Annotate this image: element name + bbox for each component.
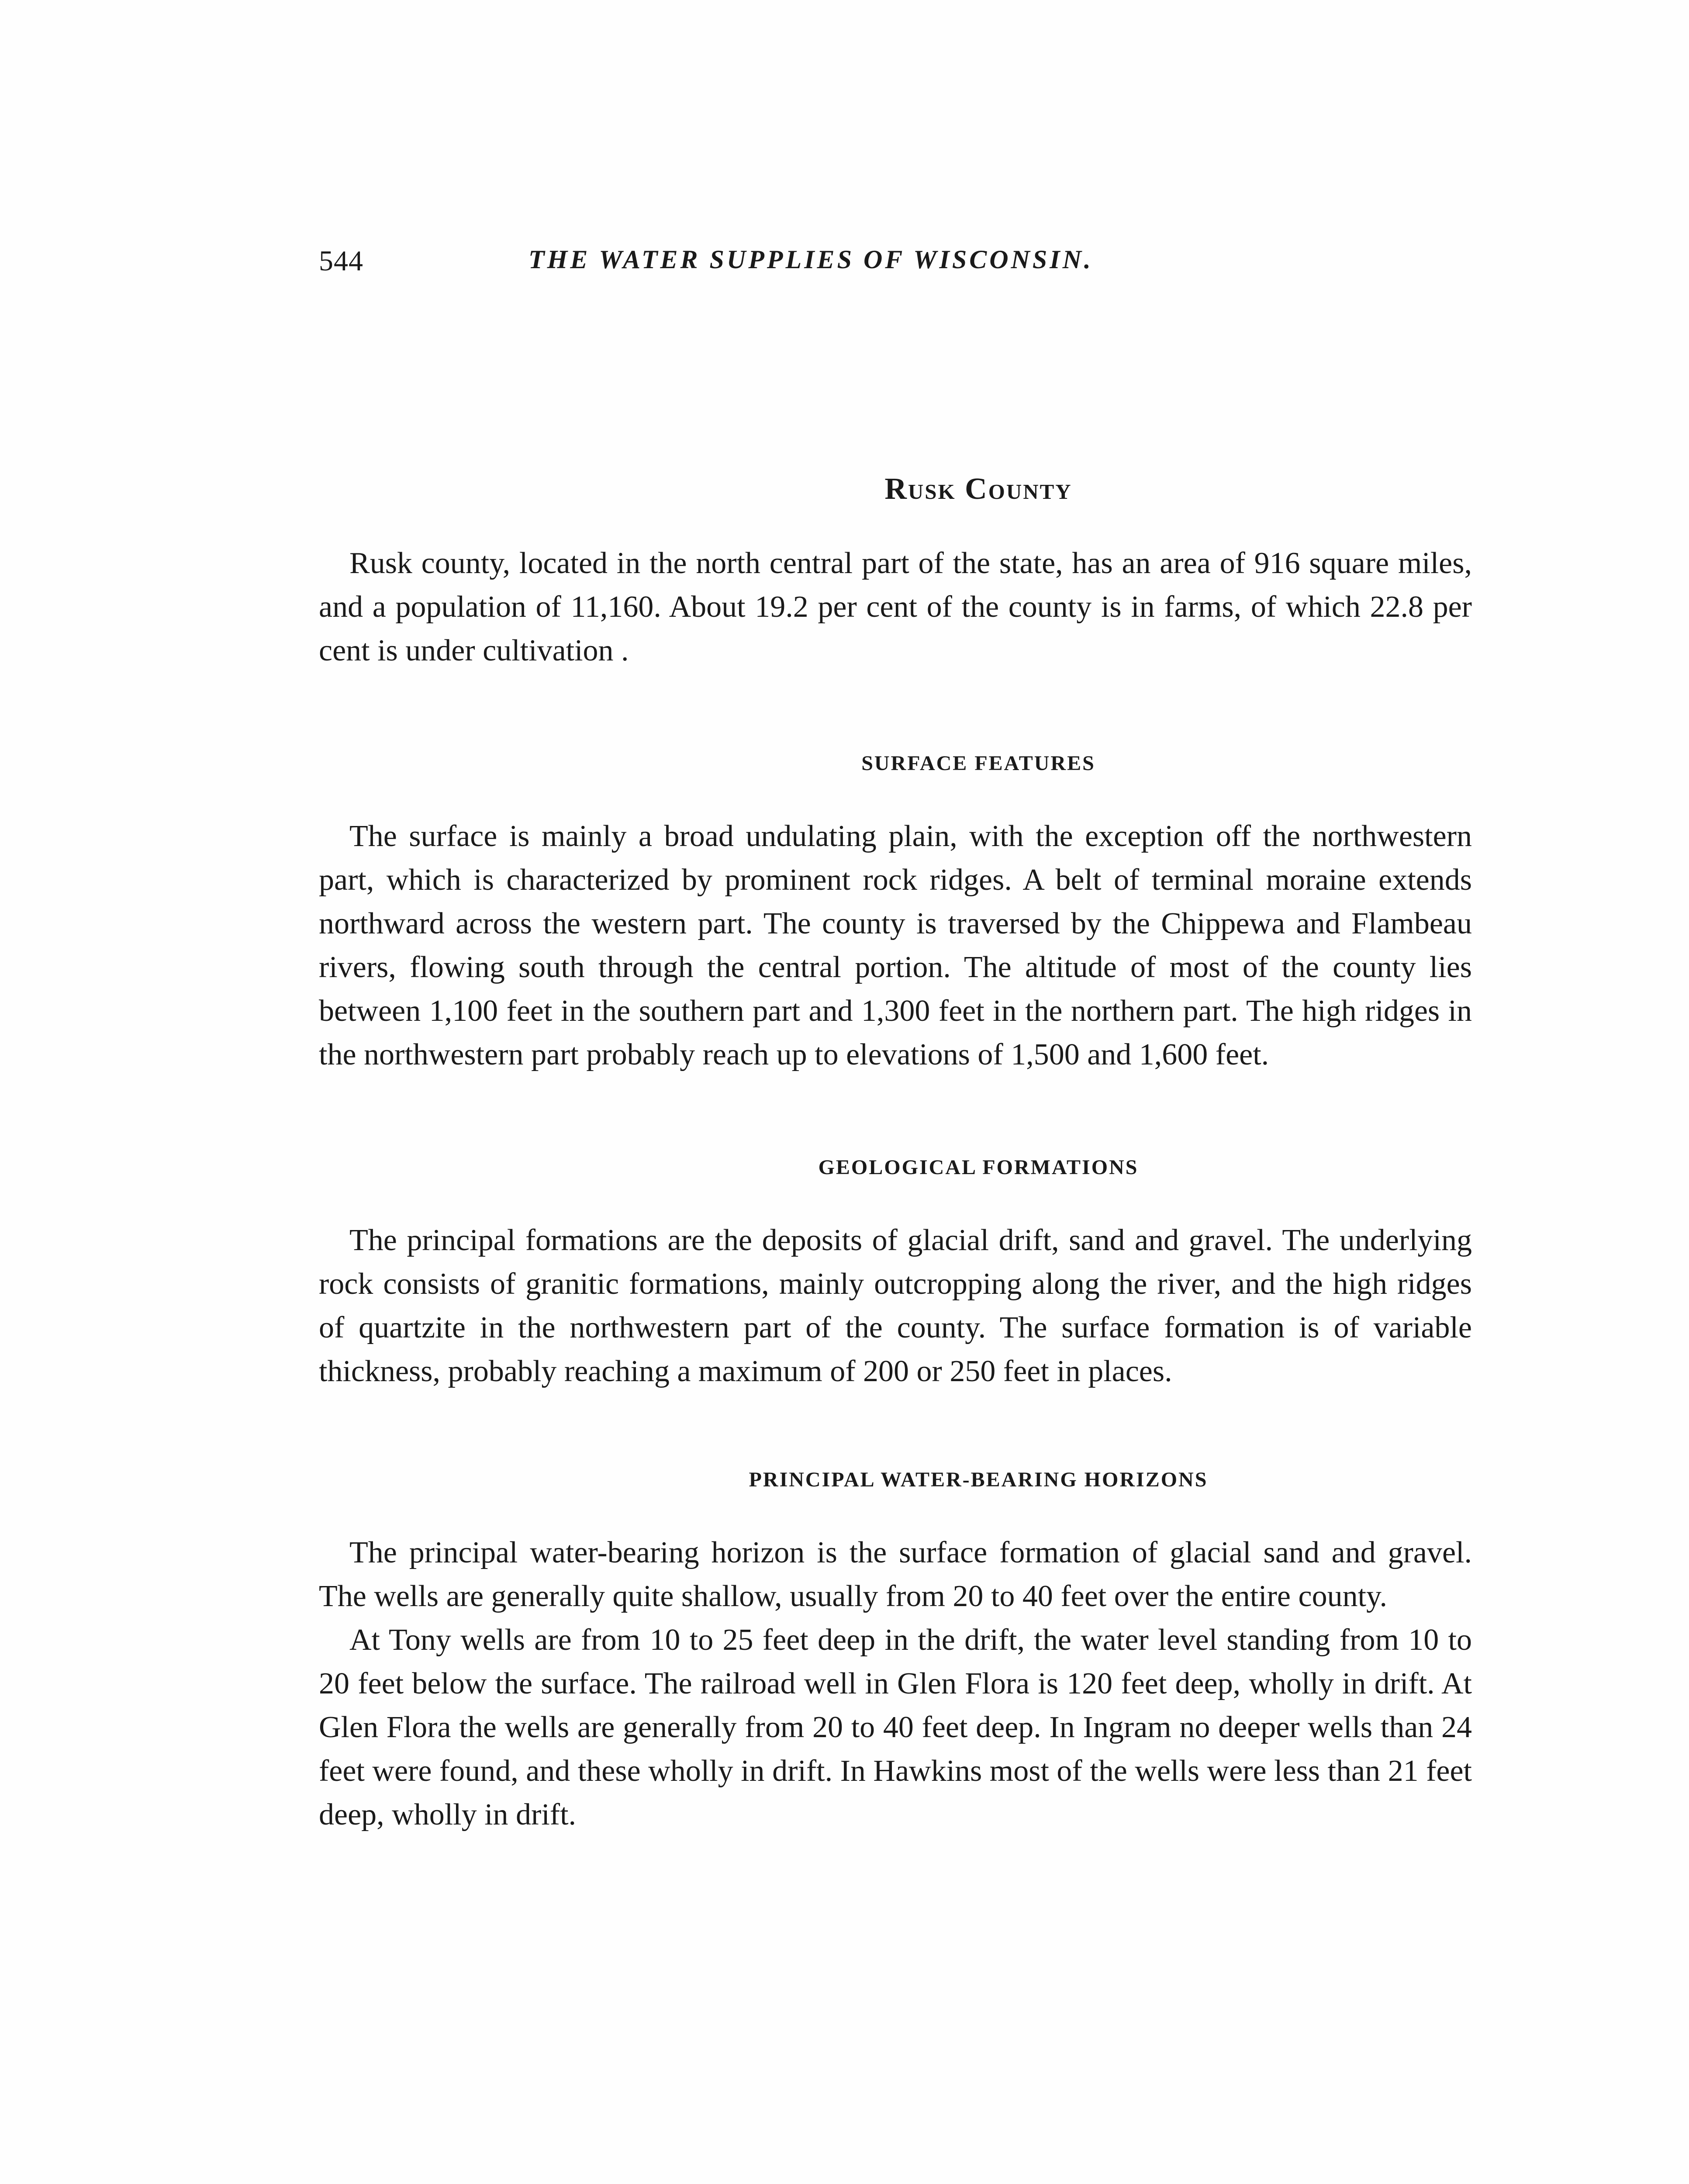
running-title: THE WATER SUPPLIES OF WISCONSIN. bbox=[528, 245, 1093, 274]
geological-formations-paragraph: The principal formations are the deposits of glacial drift, sand and gravel. The underlying rock consists of granitic formations, mainly outcropping along the river, and the high ridges of quartzite in the northwestern part of the county. The surface formation is of variable thickness, probably reaching a maximum of 200 or 250 feet in places. bbox=[319, 1223, 1472, 1388]
running-head bbox=[319, 245, 1271, 284]
water-bearing-paragraph-1: The principal water-bearing horizon is the surface formation of glacial sand and gravel. The wells are generally quite shallow, usually from 20 to 40 feet over the entire county. bbox=[319, 1536, 1472, 1613]
chapter-title: Rusk County bbox=[884, 472, 1072, 506]
water-bearing-paragraph-2: At Tony wells are from 10 to 25 feet deep in the drift, the water level standing from 10 to 20 feet below the surface. The railroad well in Glen Flora is 120 feet deep, wholly in drift. At Glen Flora the wells are generally from 20 to 40 feet deep. In Ingram no deeper wells than 24 feet were found, and these wholly in drift. In Hawkins most of the wells were less than 21 feet deep, wholly in drift. bbox=[319, 1623, 1472, 1832]
section-heading-geological-formations: GEOLOGICAL FORMATIONS bbox=[818, 1156, 1139, 1179]
section-heading-water-bearing-horizons: PRINCIPAL WATER-BEARING HORIZONS bbox=[749, 1468, 1208, 1491]
page-number: 544 bbox=[319, 245, 363, 277]
surface-features-paragraph: The surface is mainly a broad undulating plain, with the exception off the northwestern part, which is characterized by prominent rock ridges. A belt of terminal moraine extends northward across the western part. The county is traversed by the Chippewa and Flambeau rivers, flowing south through the central portion. The altitude of most of the county lies between 1,100 feet in the southern part and 1,300 feet in the northern part. The high ridges in the northwestern part probably reach up to elevations of 1,500 and 1,600 feet. bbox=[319, 819, 1472, 1071]
page-body bbox=[319, 472, 1472, 1837]
section-heading-surface-features: SURFACE FEATURES bbox=[861, 752, 1095, 775]
intro-paragraph: Rusk county, located in the north central part of the state, has an area of 916 square miles, and a population of 11,160. About 19.2 per cent of the county is in farms, of which 22.8 per cent is under cultivation . bbox=[319, 546, 1472, 667]
